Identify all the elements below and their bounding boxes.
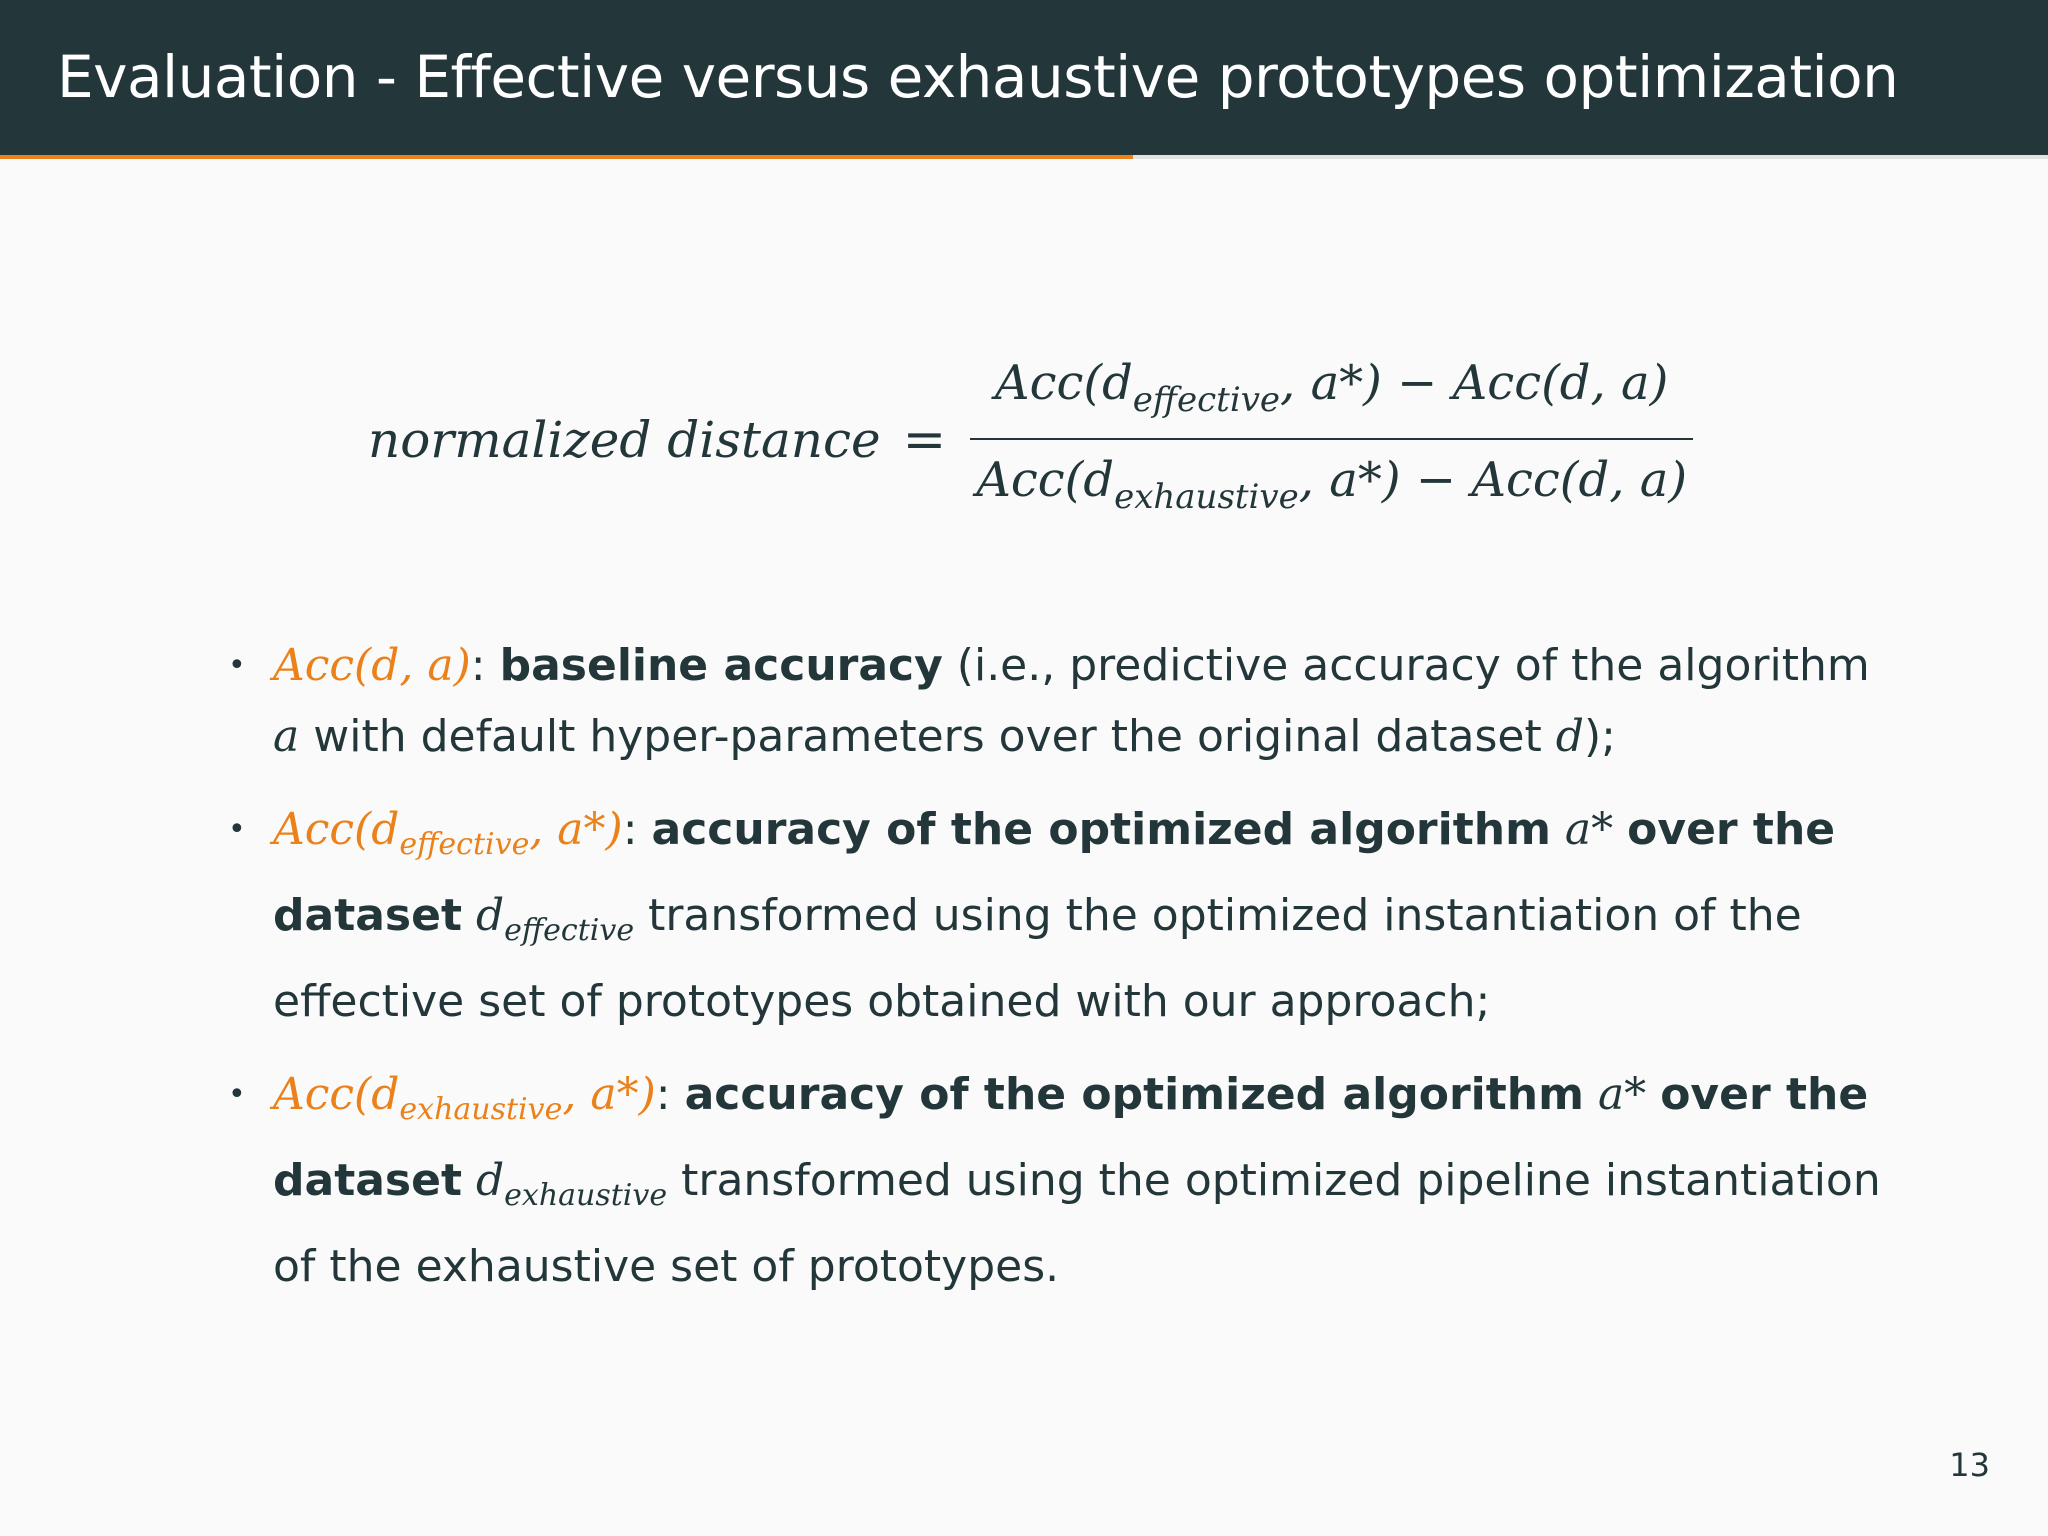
variable-a-star: a* xyxy=(1597,1069,1647,1120)
variable-a: a xyxy=(273,711,300,762)
term-colon: : xyxy=(655,1069,671,1120)
body-text: with default hyper-parameters over the original dataset xyxy=(313,711,1542,762)
bold-text: over the dataset xyxy=(273,804,1836,941)
term-effective xyxy=(273,804,623,862)
progress-bar-fill xyxy=(0,155,1133,159)
bold-text: baseline accuracy xyxy=(499,640,943,691)
slide-title: Evaluation - Effective versus exhaustive prototypes optimization xyxy=(57,43,1899,111)
bullet-dot-icon: • xyxy=(228,1077,246,1112)
term-colon: : xyxy=(622,804,638,855)
term-colon: : xyxy=(470,640,486,691)
formula-denominator xyxy=(970,448,1693,529)
list-item xyxy=(228,630,1888,772)
formula-equals: = xyxy=(902,410,947,470)
variable-subscript: exhaustive xyxy=(504,1178,668,1213)
body-text: ); xyxy=(1583,711,1616,762)
variable-d-effective xyxy=(475,890,635,948)
term-part: Acc(d xyxy=(273,1069,400,1120)
formula-numerator xyxy=(989,351,1674,432)
body-text: transformed using the optimized instantiation of the effective set of prototypes obtained with our approach; xyxy=(273,890,1802,1027)
denominator-subscript: exhaustive xyxy=(1114,477,1299,517)
term-part: , a*) xyxy=(562,1069,656,1120)
list-item xyxy=(228,794,1888,1037)
bold-text: accuracy of the optimized algorithm xyxy=(651,804,1551,855)
variable-subscript: effective xyxy=(504,913,635,948)
body-text: (i.e., predictive accuracy of the algorithm xyxy=(956,640,1870,691)
term-subscript: effective xyxy=(399,827,530,862)
term-baseline: Acc(d, a) xyxy=(273,640,471,691)
bullet-dot-icon: • xyxy=(228,812,246,847)
variable-a-star: a* xyxy=(1564,804,1614,855)
body-text: transformed using the optimized pipeline instantiation of the exhaustive set of prototypes. xyxy=(273,1155,1881,1292)
progress-bar xyxy=(0,155,2048,159)
slide-header xyxy=(0,0,2048,155)
definition-list xyxy=(228,630,1888,1324)
bullet-dot-icon: • xyxy=(228,648,246,683)
fraction-bar xyxy=(970,438,1693,440)
term-part: , a*) xyxy=(529,804,623,855)
bold-text: accuracy of the optimized algorithm xyxy=(684,1069,1584,1120)
term-exhaustive xyxy=(273,1069,656,1127)
numerator-subscript: effective xyxy=(1132,380,1281,420)
term-part: Acc(d xyxy=(273,804,400,855)
denominator-part-1: Acc(d xyxy=(976,452,1115,508)
variable-d: d xyxy=(475,890,505,941)
variable-d-exhaustive xyxy=(475,1155,668,1213)
formula-lhs: normalized distance xyxy=(368,411,881,469)
formula-fraction xyxy=(970,351,1693,529)
term-subscript: exhaustive xyxy=(399,1092,563,1127)
variable-d: d xyxy=(1555,711,1584,762)
page-number: 13 xyxy=(1949,1446,1990,1484)
numerator-part-1: Acc(d xyxy=(994,355,1133,411)
variable-d: d xyxy=(475,1155,505,1206)
numerator-part-2: , a*) − Acc(d, a) xyxy=(1280,355,1669,411)
bold-text: over the dataset xyxy=(273,1069,1869,1206)
denominator-part-2: , a*) − Acc(d, a) xyxy=(1298,452,1688,508)
normalized-distance-formula xyxy=(368,355,1693,520)
list-item xyxy=(228,1059,1888,1302)
